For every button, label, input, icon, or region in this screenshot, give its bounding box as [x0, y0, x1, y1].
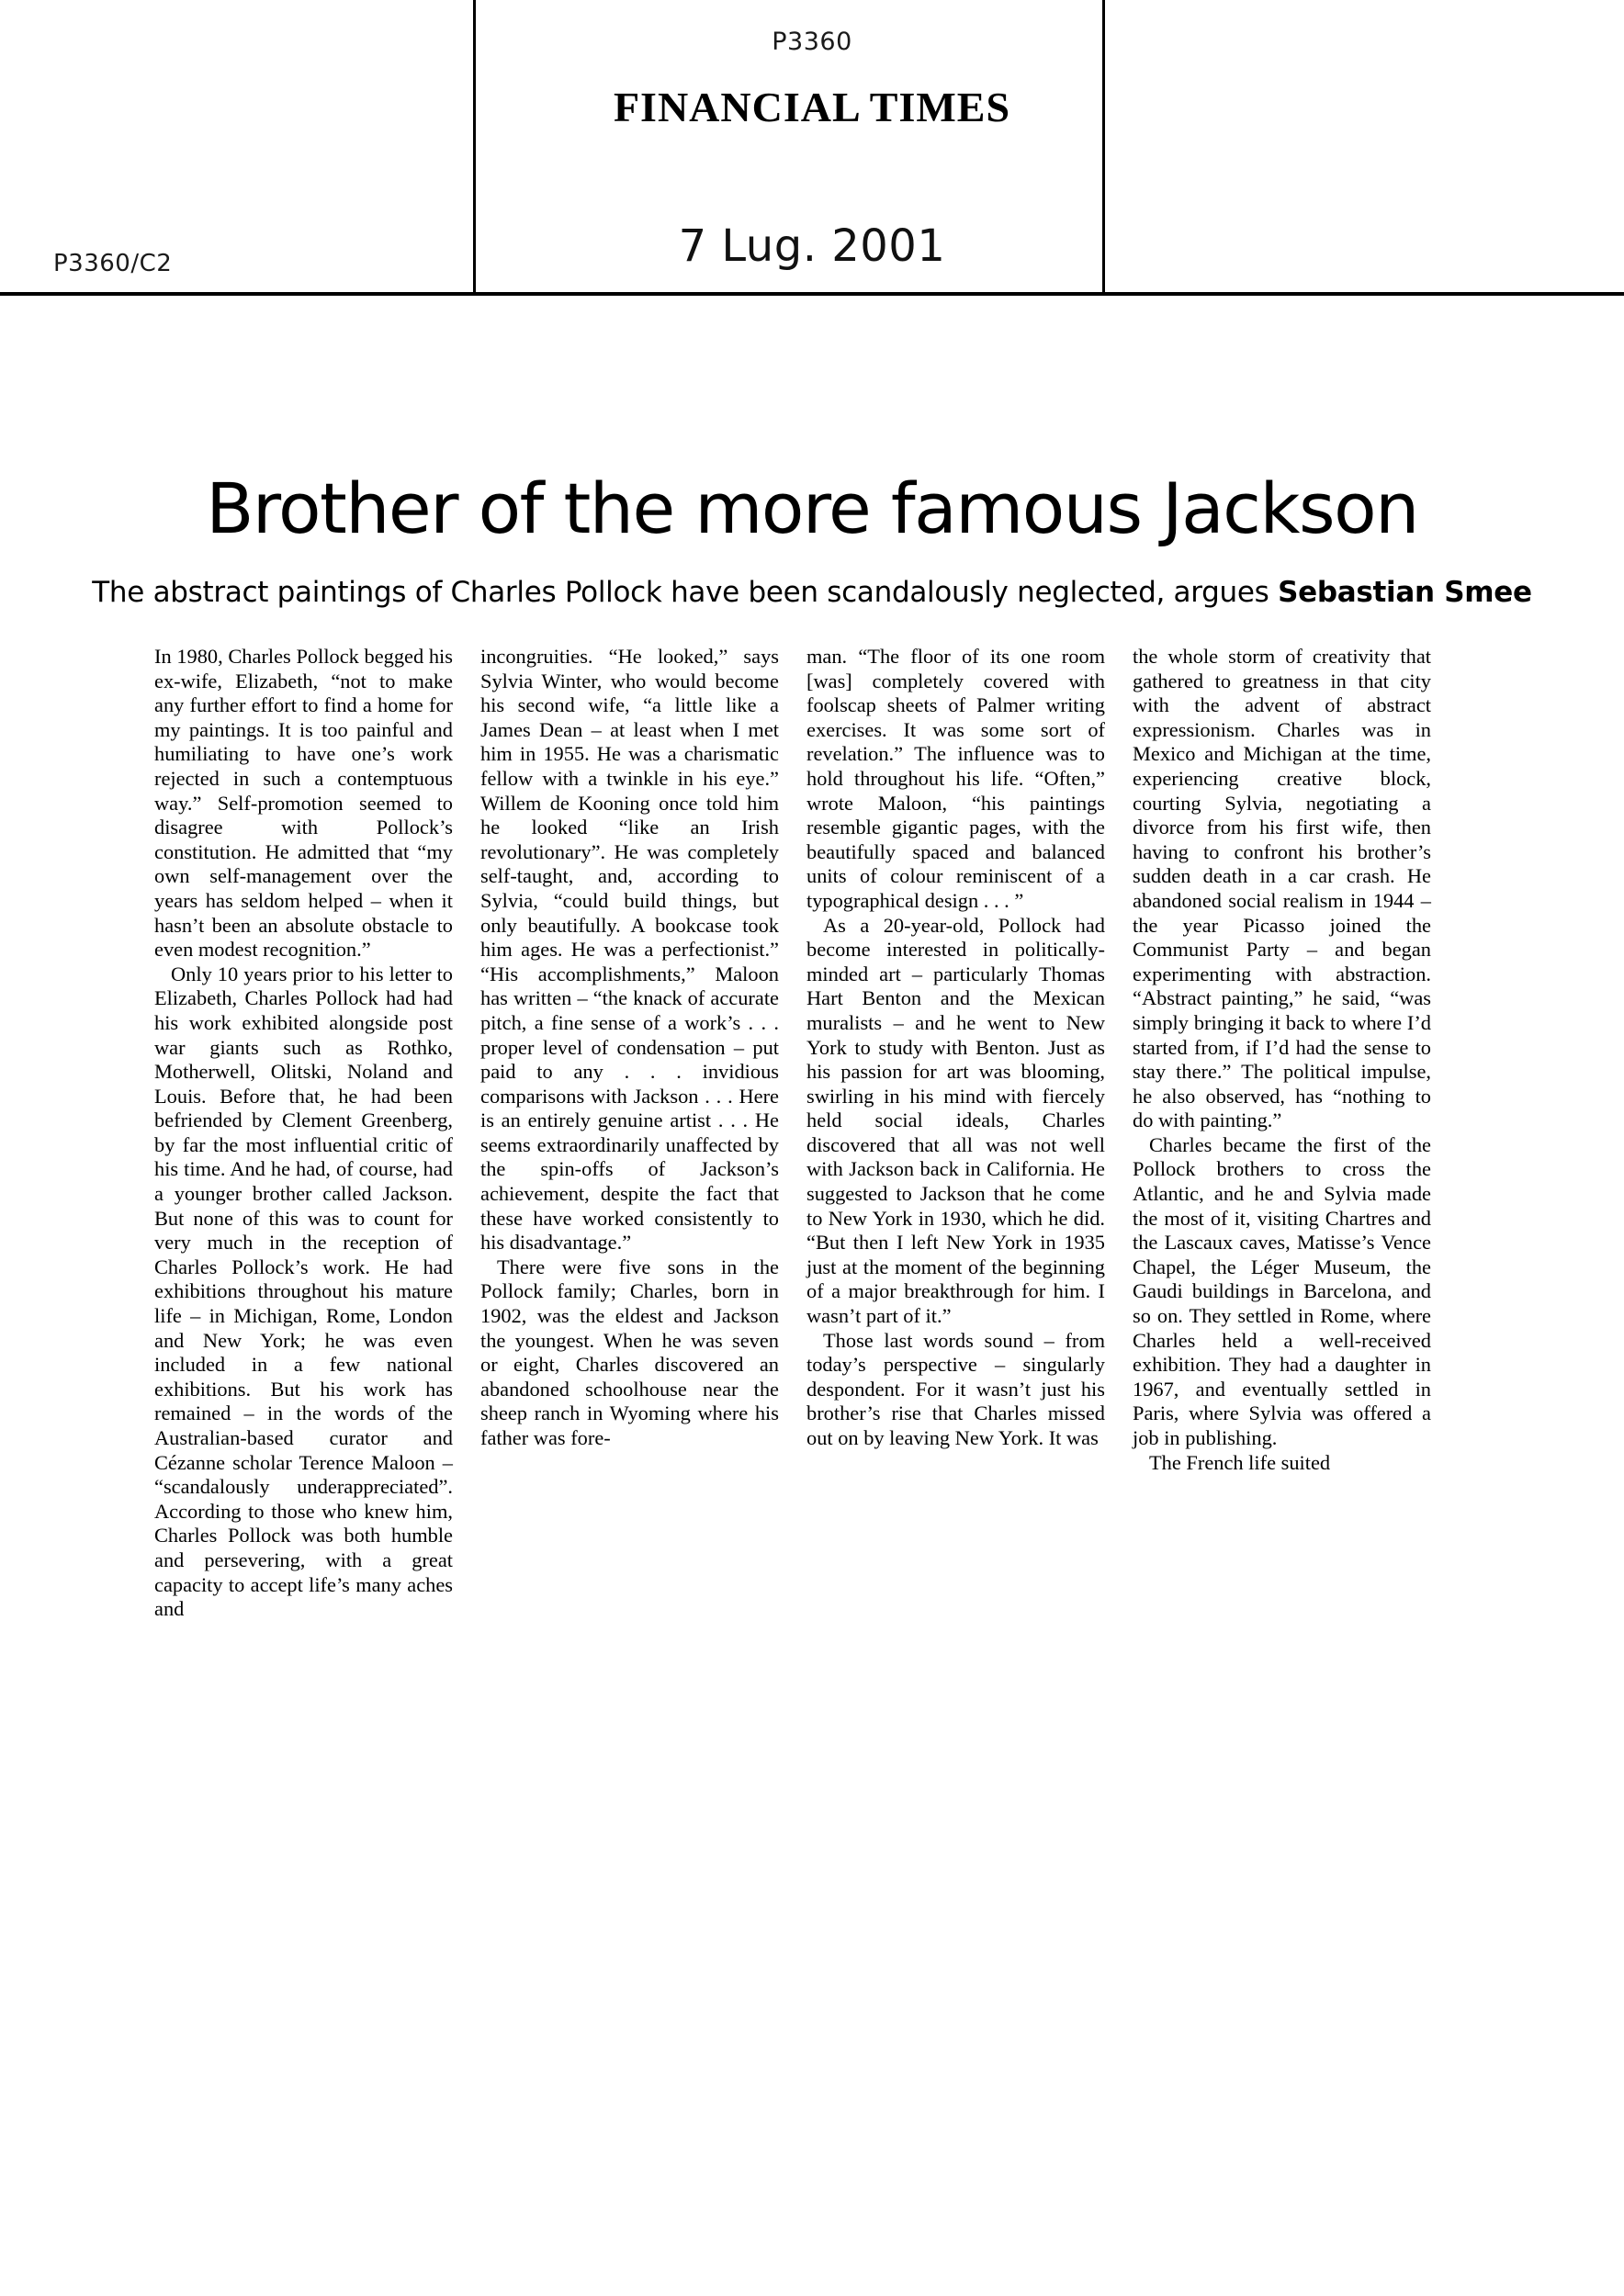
article-byline: Sebastian Smee	[1278, 576, 1532, 609]
paragraph: In 1980, Charles Pollock begged his ex-wife, Elizabeth, “not to make any further effort to find a home for my paintings. It is too painful and humiliating to have one’s work rejected in such a contemptuous way.” Self-promotion seemed to disagree with Pollock’s constitution. He admitted that “my own self-management over the years has seldom helped – when it hasn’t been an absolute obstacle to even modest recognition.”	[154, 645, 453, 962]
article-column-2	[480, 645, 779, 1451]
article-column-1	[154, 645, 453, 1622]
article-headline: Brother of the more famous Jackson	[206, 467, 1418, 549]
article-column-3	[806, 645, 1105, 1451]
paragraph: There were five sons in the Pollock family; Charles, born in 1902, was the eldest and Jackson the youngest. When he was seven or eight, Charles discovered an abandoned schoolhouse near the sheep ranch in Wyoming where his father was fore-	[480, 1255, 779, 1449]
article-columns	[154, 645, 1470, 1622]
paragraph: man. “The floor of its one room [was] completely covered with foolscap sheets of Palmer writing exercises. It was some sort of revelation.” The influence was to hold throughout his life. “Often,” wrote Maloon, “his paintings resemble gigantic pages, with the beautifully spaced and balanced units of colour reminiscent of a typographical design . . . ”	[806, 645, 1105, 912]
article-column-4	[1133, 645, 1431, 1475]
publication-title: FINANCIAL TIMES	[613, 84, 1011, 130]
paragraph: Only 10 years prior to his letter to Elizabeth, Charles Pollock had had his work exhibited alongside post war giants such as Rothko, Motherwell, Olitski, Noland and Louis. Before that, he had been befriended by Clement Greenberg, by far the most influential critic of his time. And he had, of course, had a younger brother called Jackson. But none of this was to count for very much in the reception of Charles Pollock’s work. He had exhibitions throughout his mature life – in Michigan, Rome, London and New York; he was even included in a few national exhibitions. But his work has remained – in the words of the Australian-based curator and Cézanne scholar Terence Maloon – “scandalously underappreciated”. According to those who knew him, Charles Pollock was both humble and persevering, with a great capacity to accept life’s many aches and	[154, 962, 453, 1621]
standfirst-text: The abstract paintings of Charles Pollock have been scandalously neglected, argues	[92, 576, 1279, 609]
paragraph: Charles became the first of the Pollock brothers to cross the Atlantic, and he and Sylvia made the most of it, visiting Chartres and the Lascaux caves, Matisse’s Vence Chapel, the Léger Museum, the Gaudi buildings in Barcelona, and so on. They settled in Rome, where Charles held a well-received exhibition. They had a daughter in 1967, and eventually settled in Paris, where Sylvia was offered a job in publishing.	[1133, 1132, 1431, 1449]
article-body	[0, 296, 1624, 1622]
clipping-reference: P3360/C2	[53, 250, 173, 277]
article-standfirst	[92, 575, 1532, 610]
publication-date: 7 Lug. 2001	[678, 220, 946, 272]
paragraph: Those last words sound – from today’s perspective – singularly despondent. For it wasn’t just his brother’s rise that Charles missed out on by leaving New York. It was	[806, 1328, 1105, 1449]
paragraph: incongruities. “He looked,” says Sylvia Winter, who would become his second wife, “a little like a James Dean – at least when I met him in 1955. He was a charismatic fellow with a twinkle in his eye.” Willem de Kooning once told him he looked “like an Irish revolutionary”. He was completely self-taught, and, according to Sylvia, “could build things, but only beautifully. A bookcase took him ages. He was a perfectionist.” “His accomplishments,” Maloon has written – “the knack of accurate pitch, a fine sense of a work’s . . . proper level of condensation – put paid to any . . . invidious comparisons with Jackson . . . Here is an entirely genuine artist . . . He seems extraordinarily unaffected by the spin-offs of Jackson’s achievement, despite the fact that these have worked consistently to his disadvantage.”	[480, 645, 779, 1255]
paragraph: As a 20-year-old, Pollock had become interested in politically-minded art – particularly Thomas Hart Benton and the Mexican muralists – and he went to New York to study with Benton. Just as his passion for art was blooming, swirling in his mind with fiercely held social ideals, Charles discovered that all was not well with Jackson back in California. He suggested to Jackson that he come to New York in 1930, which he did. “But then I left New York in 1935 just at the moment of the beginning of a major breakthrough for him. I wasn’t part of it.”	[806, 913, 1105, 1328]
clipping-code: P3360	[772, 28, 852, 56]
paragraph: The French life suited	[1149, 1450, 1331, 1474]
paragraph: the whole storm of creativity that gathered to greatness in that city with the advent of abstract expressionism. Charles was in Mexico and Michigan at the time, experiencing creative block, courting Sylvia, negotiating a divorce from his first wife, then having to confront his brother’s sudden death in a car crash. He abandoned social realism in 1944 – the year Picasso joined the Communist Party – and began experimenting with abstraction. “Abstract painting,” he said, “was simply bringing it back to where I’d started from, if I’d had the sense to stay there.” The political impulse, he also observed, has “nothing to do with painting.”	[1133, 645, 1431, 1132]
page-header	[0, 0, 1624, 296]
